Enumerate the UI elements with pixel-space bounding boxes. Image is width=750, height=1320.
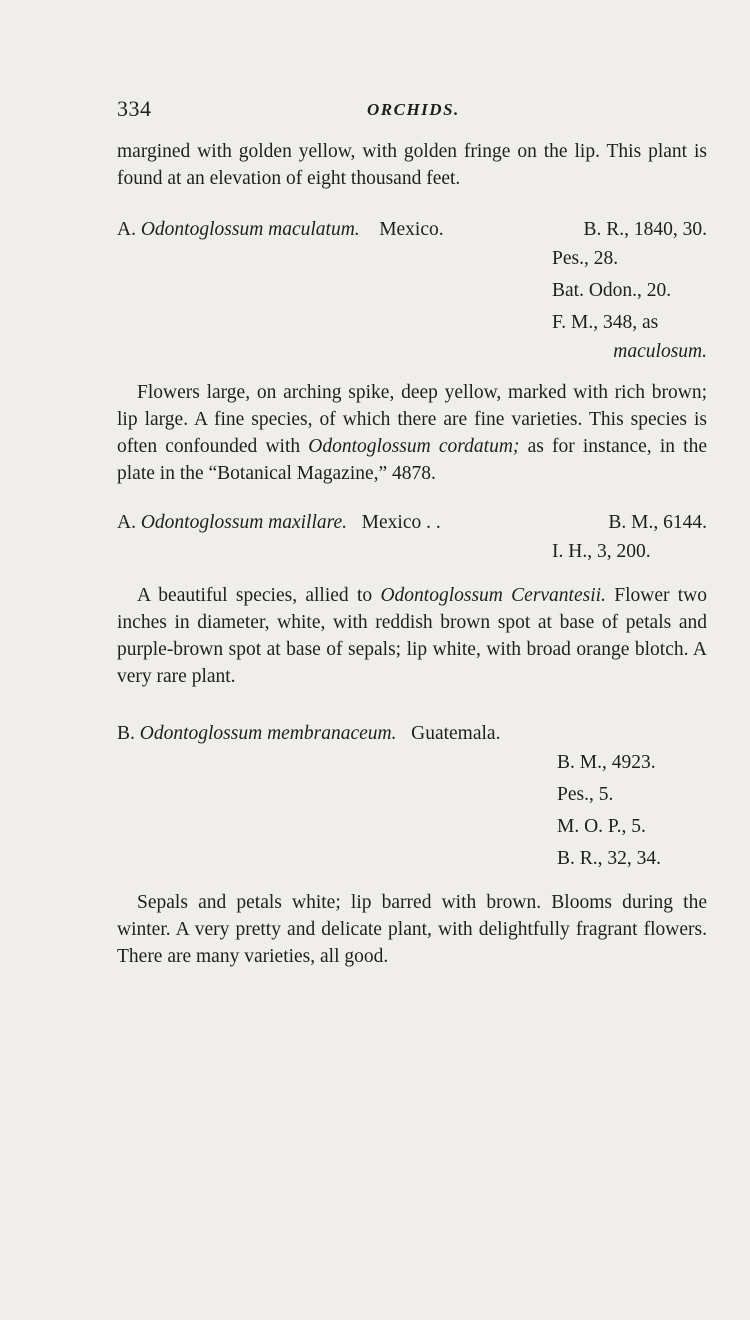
species-name: Odontoglossum maxillare.: [140, 512, 348, 533]
species-description: Flowers large, on arching spike, deep yellow, marked with rich brown; lip large. A fine species, of which there are fine varieties. This species is often confounded with Odontoglossum cordatum; as for instance, in the plate in the “Botanical Magazine,” 4878.: [117, 382, 707, 484]
reference: B. M., 6144.: [608, 512, 707, 533]
reference: F. M., 348, as: [552, 312, 659, 333]
entry-grade: A.: [117, 512, 136, 533]
reference: I. H., 3, 200.: [552, 541, 651, 562]
species-name: Odontoglossum membranaceum.: [139, 723, 397, 744]
page-header: [117, 96, 707, 126]
entry-grade: A.: [117, 219, 136, 240]
reference: B. R., 1840, 30.: [583, 219, 707, 240]
entry-maxillare-heading: [117, 509, 707, 536]
page-body: [117, 138, 707, 970]
reference-list: [552, 536, 707, 568]
reference: Bat. Odon., 20.: [552, 280, 672, 301]
page-number: 334: [117, 96, 152, 121]
entry-maculatum-heading: [117, 216, 707, 243]
reference-list: [552, 243, 707, 365]
reference: B. R., 32, 34.: [557, 848, 662, 869]
continuation-paragraph: margined with golden yellow, with golden fringe on the lip. This plant is found at an elevation of eight thousand feet.: [117, 141, 707, 189]
reference: Pes., 5.: [557, 784, 614, 805]
species-locality: Mexico . .: [361, 512, 441, 533]
species-description: A beautiful species, allied to Odontoglossum Cervantesii. Flower two inches in diameter, white, with reddish brown spot at base of petals and purple-brown spot at base of sepals; lip white, with broad orange blotch. A very rare plant.: [117, 585, 708, 687]
entry-membranaceum-heading: [117, 720, 707, 747]
species-locality: Mexico.: [379, 219, 444, 240]
species-name: Odontoglossum maculatum.: [140, 219, 360, 240]
reference: Pes., 28.: [552, 248, 619, 269]
entry-grade: B.: [117, 723, 135, 744]
reference-list: [557, 747, 707, 875]
species-description: Sepals and petals white; lip barred with brown. Blooms during the winter. A very pretty and delicate plant, with delightfully fragrant flowers. There are many varieties, all good.: [117, 892, 707, 967]
reference: M. O. P., 5.: [557, 816, 646, 837]
reference-note: maculosum.: [613, 341, 707, 362]
species-locality: Guatemala.: [411, 723, 501, 744]
reference: B. M., 4923.: [557, 752, 656, 773]
running-title: ORCHIDS.: [367, 100, 460, 119]
